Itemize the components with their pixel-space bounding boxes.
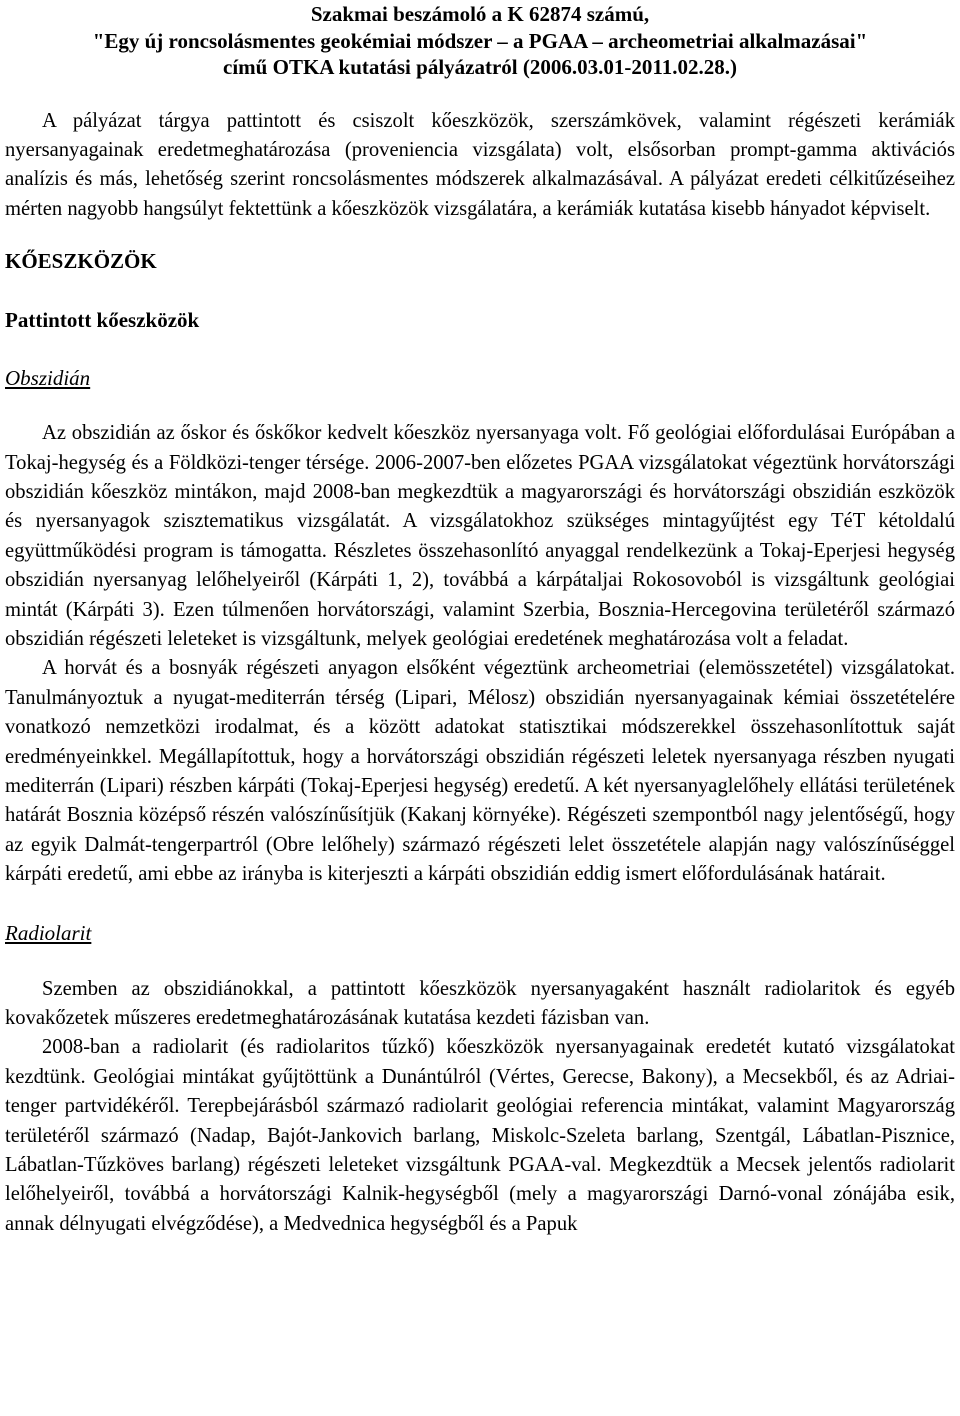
intro-paragraph: A pályázat tárgya pattintott és csiszolt kőeszközök, szerszámkövek, valamint régészeti kerámiák nyersanyagainak eredetmeghatározása (proveniencia vizsgálata) volt, elsősorban prompt-gamma aktivációs analízis és más, lehetőség szerint roncsolásmentes módszerek alkalmazásával. A pályázat eredeti célkitűzéseihez mérten nagyobb hangsúlyt fektettünk a kőeszközök vizsgálatára, a kerámiák kutatása kisebb hányadot képviselt. <box>5 109 955 220</box>
radiolarite-paragraph-2: 2008-ban a radiolarit (és radiolaritos tűzkő) kőeszközök nyersanyagainak eredetét kutató vizsgálatokat kezdtünk. Geológiai mintákat gyűjtöttünk a Dunántúlról (Vértes, Gerecse, Bakony), a Mecsekből, és az Adriai-tenger partvidékéről. Terepbejárásból származó radiolarit geológiai referencia mintákat, valamint Magyarország területéről származó (Nadap, Bajót-Jankovich barlang, Miskolc-Szeleta barlang, Szentgál, Lábatlan-Pisznice, Lábatlan-Tűzköves barlang) régészeti leleteket vizsgáltunk PGAA-val. Megkezdtük a Mecsek jelentős radiolarit lelőhelyeiről, továbbá a horvátországi Kalnik-hegységből (mely a magyarországi Darnó-vonal zónájába esik, annak délnyugati elvégződése), a Medvednica hegységből és a Papuk <box>5 1036 955 1235</box>
title-line-1: Szakmai beszámoló a K 62874 számú, <box>310 2 650 26</box>
subsection-heading: Pattintott kőeszközök <box>5 308 200 333</box>
document-title <box>5 0 955 81</box>
section-heading: KŐESZKÖZÖK <box>5 249 157 274</box>
obsidian-heading: Obszidián <box>5 366 91 391</box>
radiolarite-paragraph-1: Szemben az obszidiánokkal, a pattintott kőeszközök nyersanyagaként használt radiolaritok és egyéb kovakőzetek műszeres eredetmeghatározásának kutatása kezdeti fázisban van. <box>5 977 955 1030</box>
radiolarite-heading: Radiolarit <box>5 920 92 945</box>
title-line-2: "Egy új roncsolásmentes geokémiai módszer – a PGAA – archeometriai alkalmazásai" <box>92 28 868 53</box>
title-line-3: című OTKA kutatási pályázatról (2006.03.01-2011.02.28.) <box>223 55 737 79</box>
document-page <box>5 0 955 1239</box>
obsidian-paragraph-2: A horvát és a bosnyák régészeti anyagon elsőként végeztünk archeometriai (elemösszetétel) vizsgálatokat. Tanulmányoztuk a nyugat-mediterrán térség (Lipari, Mélosz) obszidián nyersanyagainak kémiai összetételére vonatkozó nemzetközi irodalmat, és a között adatokat statisztikai módszerekkel összehasonlítottuk saját eredményeinkkel. Megállapítottuk, hogy a horvátországi obszidián régészeti leletek nyersanyaga részben nyugati mediterrán (Lipari) részben kárpáti (Tokaj-Eperjesi hegység) eredetű. A két nyersanyaglelőhely ellátási területének határát Bosznia középső részén valószínűsítjük (Kakanj környéke). Régészeti szempontból nagy jelentőségű, hogy az egyik Dalmát-tengerpartról (Obre lelőhely) származó régészeti lelet összetétele alapján nagy valószínűséggel kárpáti eredetű, ami ebbe az irányba is kiterjeszti a kárpáti obszidián eddig ismert előfordulásának határait. <box>5 657 955 886</box>
obsidian-paragraph-1: Az obszidián az őskor és őskőkor kedvelt kőeszköz nyersanyaga volt. Fő geológiai előfordulásai Európában a Tokaj-hegység és a Földközi-tenger térsége. 2006-2007-ben előzetes PGAA vizsgálatokat végeztünk horvátországi obszidián kőeszköz mintákon, majd 2008-ban megkezdtük a magyarországi és horvátországi obszidián eszközök és nyersanyagok szisztematikus vizsgálatát. A vizsgálatokhoz szükséges mintagyűjtést egy TéT kétoldalú együttműködési program is támogatta. Részletes összehasonlító anyaggal rendelkezünk a Tokaj-Eperjesi hegység obszidián nyersanyag lelőhelyeiről (Kárpáti 1, 2), továbbá a kárpátaljai Rokosovoból is vizsgáltunk geológiai mintát (Kárpáti 3). Ezen túlmenően horvátországi, valamint Szerbia, Bosznia-Hercegovina területéről származó obszidián régészeti leleteket is vizsgáltunk, melyek geológiai eredetének meghatározása volt a feladat. <box>5 422 955 650</box>
